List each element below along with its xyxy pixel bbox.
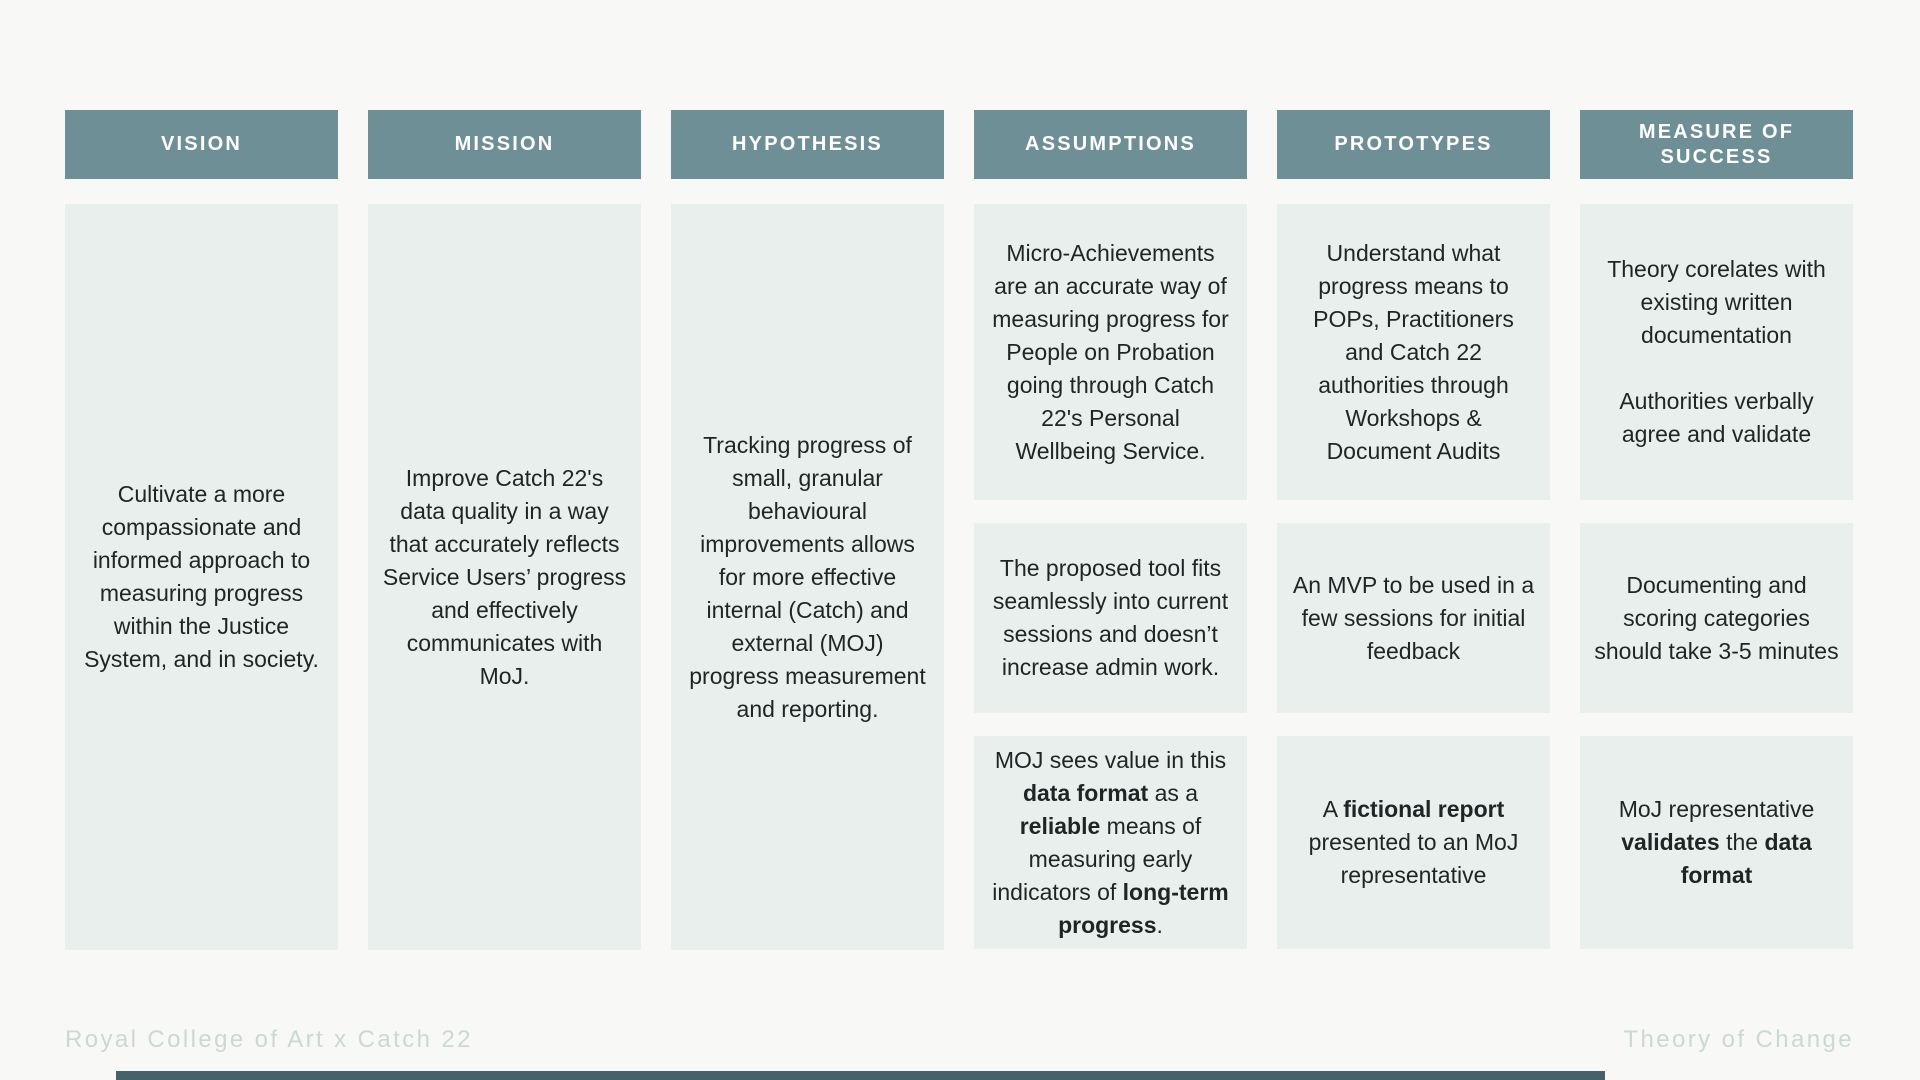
column-header-mission: MISSION: [368, 110, 641, 179]
card: [974, 204, 1247, 500]
card: [1277, 523, 1550, 713]
column-cards-assumptions: [974, 204, 1247, 950]
column-cards-vision: [65, 204, 338, 950]
card: [65, 204, 338, 950]
column-assumptions: [974, 110, 1247, 950]
card-text: The proposed tool fits seamlessly into current sessions and doesn’t increase admin work.: [992, 555, 1229, 680]
card: [1580, 523, 1853, 713]
column-cards-mission: [368, 204, 641, 950]
card-text: A fictional report presented to an MoJ representative: [1308, 796, 1519, 888]
card: [1277, 204, 1550, 500]
card-text: Micro-Achievements are an accurate way of measuring progress for People on Probation going through Catch 22's Personal Wellbeing Service.: [992, 239, 1229, 464]
column-header-vision: VISION: [65, 110, 338, 179]
board: [65, 110, 1853, 950]
column-header-assumptions: ASSUMPTIONS: [974, 110, 1247, 179]
card-text: Theory corelates with existing written documentation Authorities verbally agree and validate: [1607, 256, 1826, 447]
card: [671, 204, 944, 950]
footer: [65, 1026, 1854, 1054]
column-mission: [368, 110, 641, 950]
card-text: An MVP to be used in a few sessions for initial feedback: [1292, 571, 1535, 664]
card: [974, 523, 1247, 713]
card-text: Documenting and scoring categories should take 3-5 minutes: [1594, 571, 1839, 664]
bottom-progress-bar: [116, 1071, 1605, 1080]
card-text: MoJ representative validates the data format: [1618, 796, 1815, 888]
card: [1277, 736, 1550, 949]
card-text: Tracking progress of small, granular behavioural improvements allows for more effective internal (Catch) and external (MOJ) progress measurement and reporting.: [689, 431, 926, 722]
column-measure-of-success: [1580, 110, 1853, 950]
column-hypothesis: [671, 110, 944, 950]
column-header-measure-of-success: MEASURE OF SUCCESS: [1580, 110, 1853, 179]
column-cards-prototypes: [1277, 204, 1550, 950]
column-prototypes: [1277, 110, 1550, 950]
column-header-hypothesis: HYPOTHESIS: [671, 110, 944, 179]
card-text: MOJ sees value in this data format as a reliable means of measuring early indicators of long-term progress.: [992, 746, 1229, 938]
column-header-prototypes: PROTOTYPES: [1277, 110, 1550, 179]
card: [1580, 736, 1853, 949]
column-cards-hypothesis: [671, 204, 944, 950]
column-vision: [65, 110, 338, 950]
card-text: Improve Catch 22's data quality in a way that accurately reflects Service Users’ progress and effectively communicates with MoJ.: [382, 464, 627, 689]
card: [368, 204, 641, 950]
footer-left-credit: Royal College of Art x Catch 22: [65, 1026, 473, 1053]
card: [1580, 204, 1853, 500]
card-text: Cultivate a more compassionate and informed approach to measuring progress within the Justice System, and in society.: [84, 481, 319, 672]
card-text: Understand what progress means to POPs, Practitioners and Catch 22 authorities through Workshops & Document Audits: [1313, 239, 1514, 464]
card: [974, 736, 1247, 949]
footer-right-title: Theory of Change: [1623, 1026, 1854, 1053]
column-cards-measure-of-success: [1580, 204, 1853, 950]
